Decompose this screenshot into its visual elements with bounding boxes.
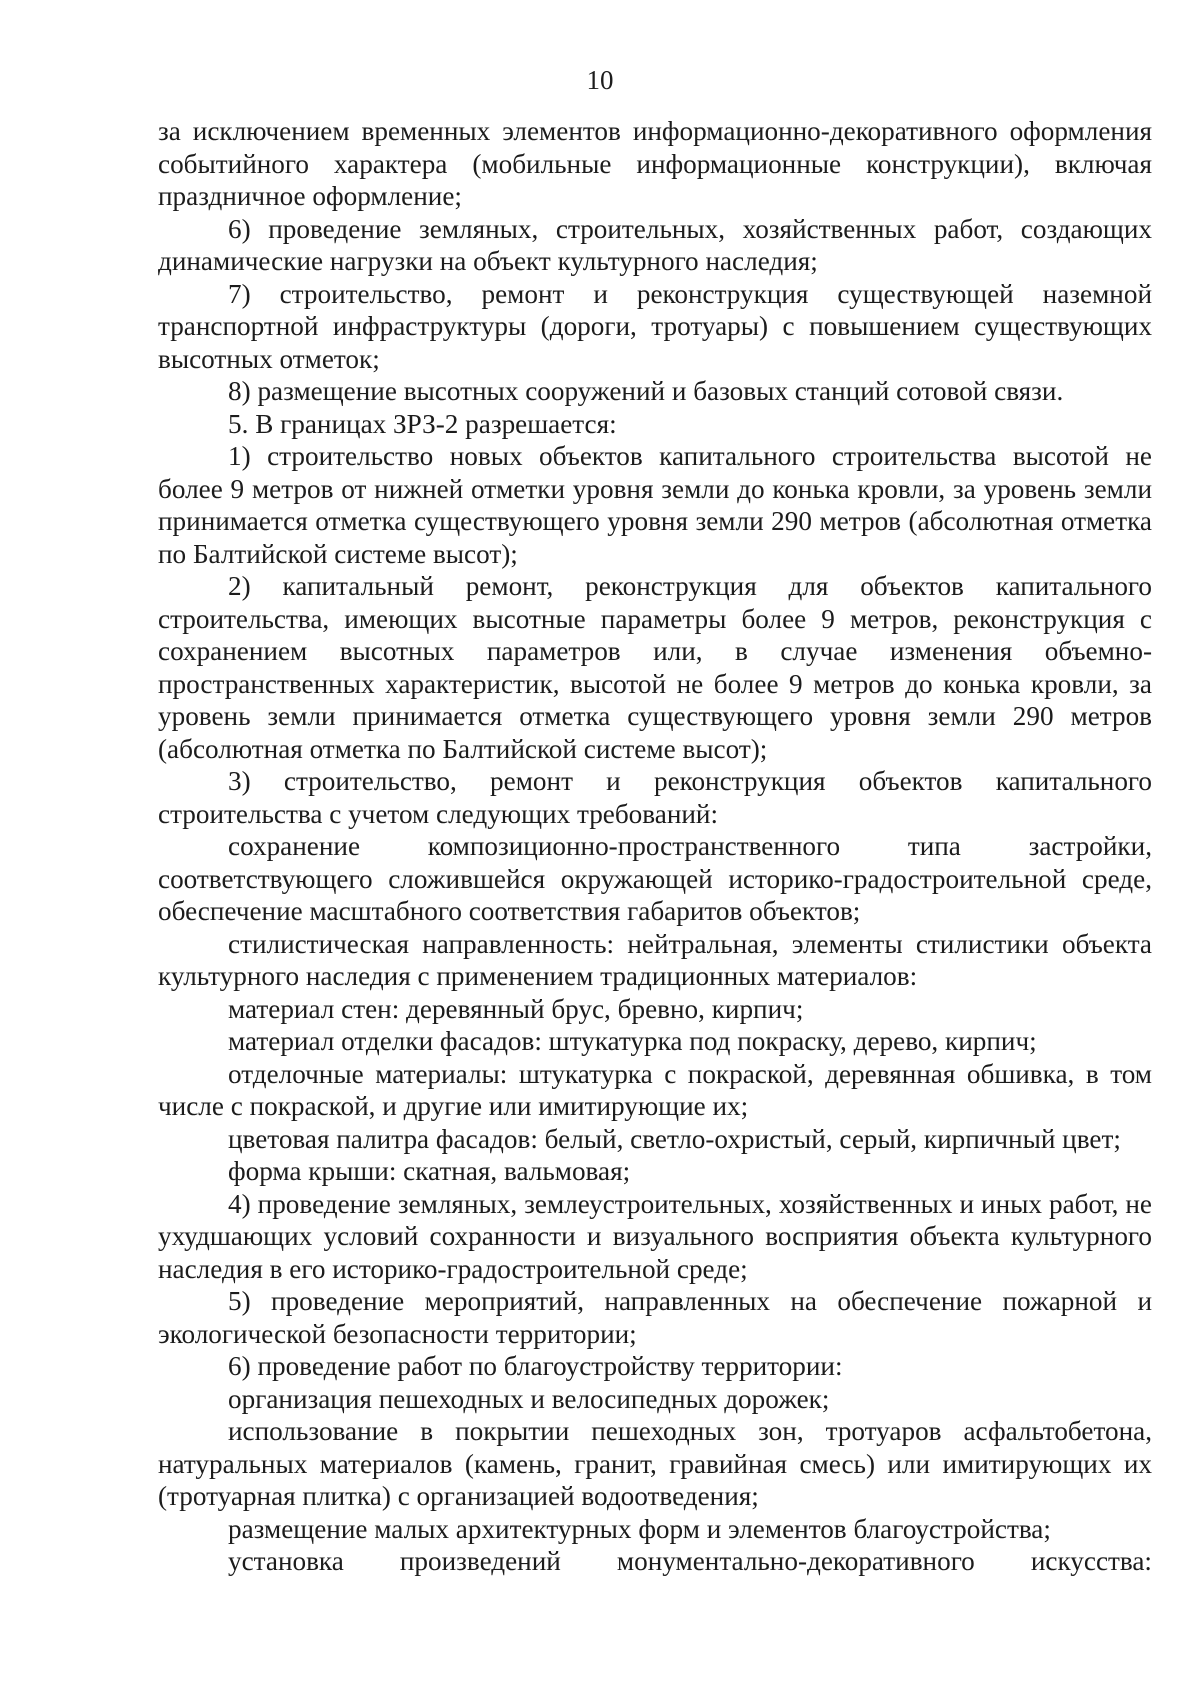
paragraph-item-5-safety: 5) проведение мероприятий, направленных на обеспечение пожарной и экологической безопасности территории; (158, 1286, 1152, 1349)
document-body (158, 115, 1152, 1578)
paragraph-item-6-landscaping: 6) проведение работ по благоустройству территории: (228, 1351, 843, 1381)
paragraph-facade-finish: материал отделки фасадов: штукатурка под покраску, дерево, кирпич; (228, 1026, 1037, 1056)
paragraph-item-2-capital-repair: 2) капитальный ремонт, реконструкция для объектов капитального строительства, имеющих высотные параметры более 9 метров, реконструкция с сохранением высотных параметров или, в случае изменения объемно-пространственных характеристик, высотой не более 9 метров до конька кровли, за уровень земли принимается отметка существующего уровня земли 290 метров (абсолютная отметка по Балтийской системе высот); (158, 571, 1152, 764)
paragraph-color-palette: цветовая палитра фасадов: белый, светло-охристый, серый, кирпичный цвет; (228, 1123, 1121, 1154)
paragraph-wall-material: материал стен: деревянный брус, бревно, кирпич; (228, 993, 804, 1024)
paragraph-stylistic-direction: стилистическая направленность: нейтральная, элементы стилистики объекта культурного наследия с применением традиционных материалов: (158, 928, 1152, 991)
paragraph-item-8-towers: 8) размещение высотных сооружений и базовых станций сотовой связи. (228, 376, 1064, 406)
paragraph-composition-type: сохранение композиционно-пространственного типа застройки, соответствующего сложившейся окружающей историко-градостроительной среде, обеспечение масштабного соответствия габаритов объектов; (158, 831, 1152, 926)
paragraph-paths: организация пешеходных и велосипедных дорожек; (228, 1383, 830, 1414)
paragraph-item-7-infrastructure: 7) строительство, ремонт и реконструкция существующей наземной транспортной инфраструктуры (дороги, тротуары) с повышением существующих высотных отметок; (158, 278, 1152, 374)
paragraph-item-6-excavation: 6) проведение земляных, строительных, хозяйственных работ, создающих динамические нагрузки на объект культурного наследия; (158, 213, 1152, 276)
paragraph-paving: использование в покрытии пешеходных зон, тротуаров асфальтобетона, натуральных материалов (камень, гранит, гравийная смесь) или имитирующих их (тротуарная плитка) с организацией водоотведения; (158, 1416, 1152, 1511)
paragraph-section-5-heading: 5. В границах ЗРЗ-2 разрешается: (228, 408, 617, 439)
paragraph-small-forms: размещение малых архитектурных форм и элементов благоустройства; (228, 1513, 1051, 1544)
paragraph-continuation: за исключением временных элементов информационно-декоративного оформления событийного характера (мобильные информационные конструкции), включая праздничное оформление; (158, 116, 1152, 211)
paragraph-item-4-earthworks: 4) проведение земляных, землеустроительных, хозяйственных и иных работ, не ухудшающих условий сохранности и визуального восприятия объекта культурного наследия в его историко-градостроительной среде; (158, 1188, 1152, 1284)
paragraph-item-3-requirements: 3) строительство, ремонт и реконструкция объектов капитального строительства с учетом следующих требований: (158, 766, 1152, 829)
paragraph-monumental-art: установка произведений монументально-декоративного искусства: (228, 1546, 1152, 1576)
page-number: 10 (586, 65, 614, 95)
paragraph-item-1-new-construction: 1) строительство новых объектов капитального строительства высотой не более 9 метров от нижней отметки уровня земли до конька кровли, за уровень земли принимается отметка существующего уровня земли 290 метров (абсолютная отметка по Балтийской системе высот); (158, 441, 1152, 569)
paragraph-finishing-materials: отделочные материалы: штукатурка с покраской, деревянная обшивка, в том числе с покраской, и другие или имитирующие их; (158, 1058, 1152, 1121)
paragraph-roof-form: форма крыши: скатная, вальмовая; (228, 1156, 631, 1186)
